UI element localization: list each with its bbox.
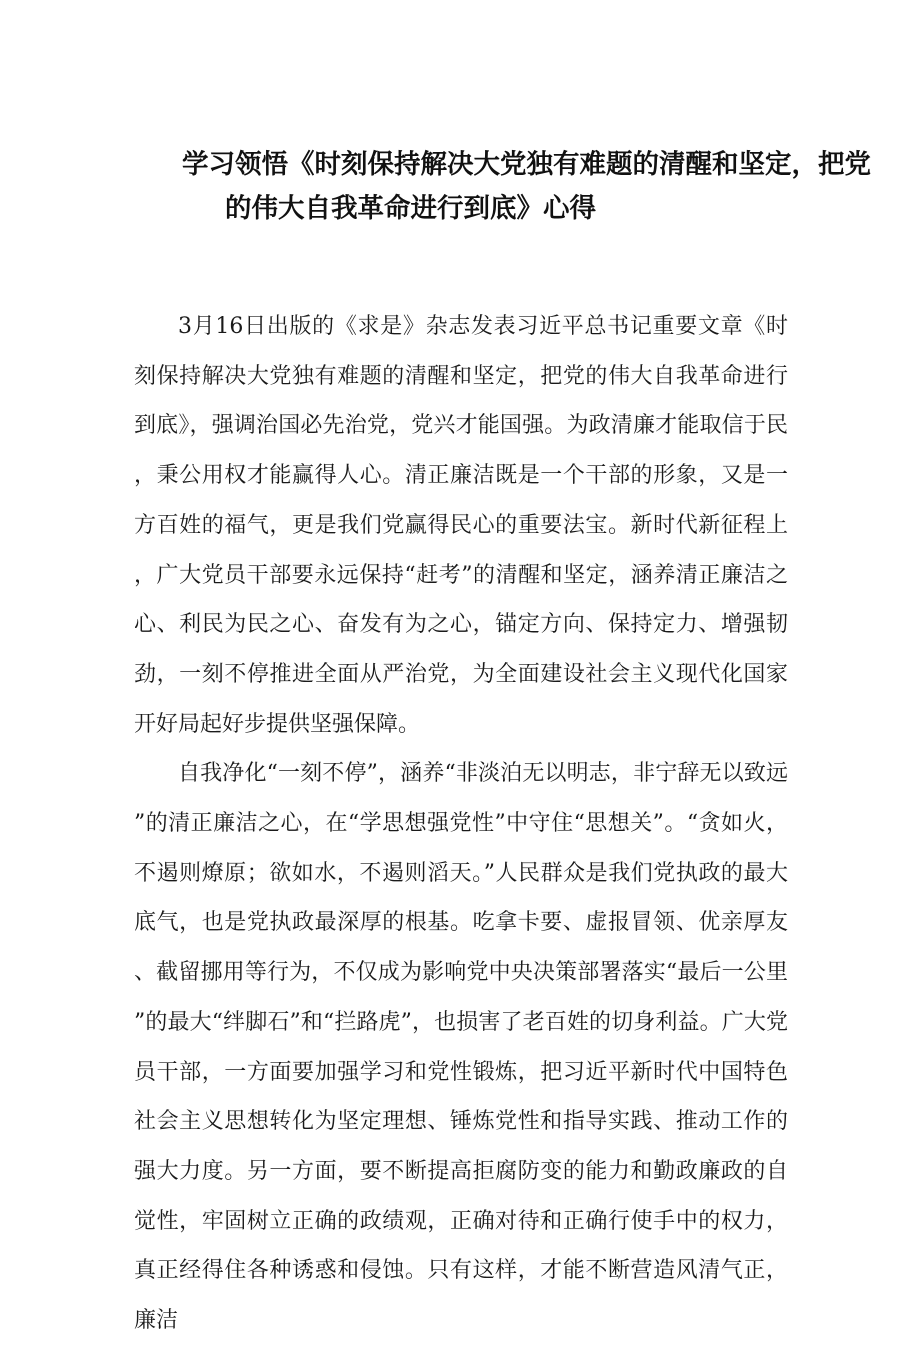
title-line-1: 学习领悟《时刻保持解决大党独有难题的清醒和坚定，把党 [182,149,871,180]
paragraph-1: 3月16日出版的《求是》杂志发表习近平总书记重要文章《时刻保持解决大党独有难题的清醒和坚定，把党的伟大自我革命进行到底》，强调治国必先治党，党兴才能国强。为政清廉才能取信于民，秉公用权才能赢得人心。清正廉洁既是一个干部的形象，又是一方百姓的福气，更是我们党赢得民心的重要法宝。新时代新征程上，广大党员干部要永远保持“赶考”的清醒和坚定，涵养清正廉洁之心、利民为民之心、奋发有为之心，锚定方向、保持定力、增强韧劲，一刻不停推进全面从严治党，为全面建设社会主义现代化国家开好局起好步提供坚强保障。 [134,314,788,737]
paragraph-2: 自我净化“一刻不停”，涵养“非淡泊无以明志，非宁辞无以致远”的清正廉洁之心，在“学思想强党性”中守住“思想关”。“贪如火，不遏则燎原；欲如水，不遏则滔天。”人民群众是我们党执政的最大底气，也是党执政最深厚的根基。吃拿卡要、虚报冒领、优亲厚友、截留挪用等行为，不仅成为影响党中央决策部署落实“最后一公里”的最大“绊脚石”和“拦路虎”，也损害了老百姓的切身利益。广大党员干部，一方面要加强学习和党性锻炼，把习近平新时代中国特色社会主义思想转化为坚定理想、锤炼党性和指导实践、推动工作的强大力度。另一方面，要不断提高拒腐防变的能力和勤政廉政的自觉性，牢固树立正确的政绩观，正确对待和正确行使手中的权力，真正经得住各种诱惑和侵蚀。只有这样，才能不断营造风清气正，廉洁 [134,761,788,1334]
title-line-2: 的伟大自我革命进行到底》心得 [225,193,596,224]
document-body [134,302,788,1346]
document-title [150,143,871,231]
